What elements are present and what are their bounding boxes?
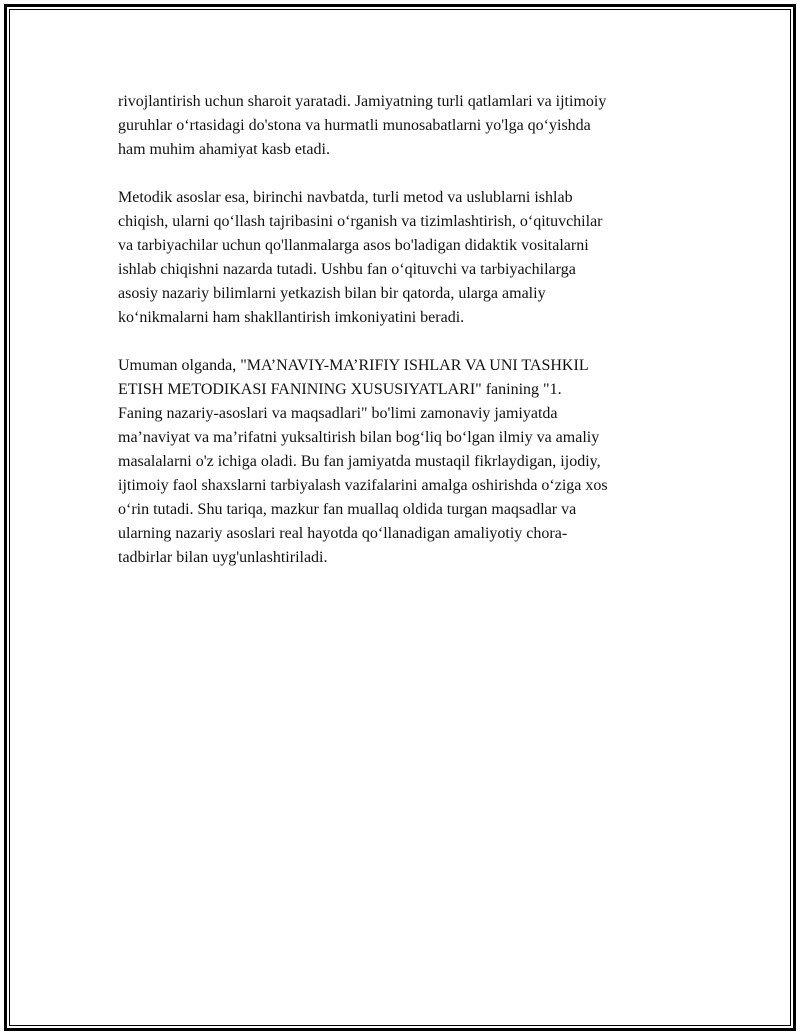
paragraph-1 bbox=[118, 90, 698, 162]
text-line: ETISH METODIKASI FANINING XUSUSIYATLARI" fanining "1. bbox=[118, 381, 562, 398]
text-line: chiqish, ularni qo‘llash tajribasini o‘rganish va tizimlashtirish, o‘qituvchilar bbox=[118, 213, 603, 230]
paragraph-3 bbox=[118, 354, 698, 570]
text-line: ishlab chiqishni nazarda tutadi. Ushbu fan o‘qituvchi va tarbiyachilarga bbox=[118, 261, 576, 278]
text-line: rivojlantirish uchun sharoit yaratadi. Jamiyatning turli qatlamlari va ijtimoiy bbox=[118, 93, 607, 110]
text-line: ularning nazariy asoslari real hayotda qo‘llanadigan amaliyotiy chora- bbox=[118, 525, 568, 542]
text-line: ko‘nikmalarni ham shakllantirish imkoniyatini beradi. bbox=[118, 309, 465, 326]
text-line: o‘rin tutadi. Shu tariqa, mazkur fan muallaq oldida turgan maqsadlar va bbox=[118, 501, 577, 518]
text-line: Faning nazariy-asoslari va maqsadlari" bo'limi zamonaviy jamiyatda bbox=[118, 405, 558, 422]
text-line: masalalarni o'z ichiga oladi. Bu fan jamiyatda mustaqil fikrlaydigan, ijodiy, bbox=[118, 453, 601, 470]
text-line: ijtimoiy faol shaxslarni tarbiyalash vazifalarini amalga oshirishda o‘ziga xos bbox=[118, 477, 608, 494]
text-line: guruhlar o‘rtasidagi do'stona va hurmatli munosabatlarni yo'lga qo‘yishda bbox=[118, 117, 591, 134]
text-line: Metodik asoslar esa, birinchi navbatda, turli metod va uslublarni ishlab bbox=[118, 189, 573, 206]
text-line: asosiy nazariy bilimlarni yetkazish bilan bir qatorda, ularga amaliy bbox=[118, 285, 546, 302]
document-body bbox=[118, 90, 698, 594]
text-line: ham muhim ahamiyat kasb etadi. bbox=[118, 141, 330, 158]
text-line: tadbirlar bilan uyg'unlashtiriladi. bbox=[118, 549, 328, 566]
text-line: ma’naviyat va ma’rifatni yuksaltirish bilan bog‘liq bo‘lgan ilmiy va amaliy bbox=[118, 429, 600, 446]
text-line: Umuman olganda, "MA’NAVIY-MA’RIFIY ISHLAR VA UNI TASHKIL bbox=[118, 357, 589, 374]
text-line: va tarbiyachilar uchun qo'llanmalarga asos bo'ladigan didaktik vositalarni bbox=[118, 237, 589, 254]
paragraph-2 bbox=[118, 186, 698, 330]
